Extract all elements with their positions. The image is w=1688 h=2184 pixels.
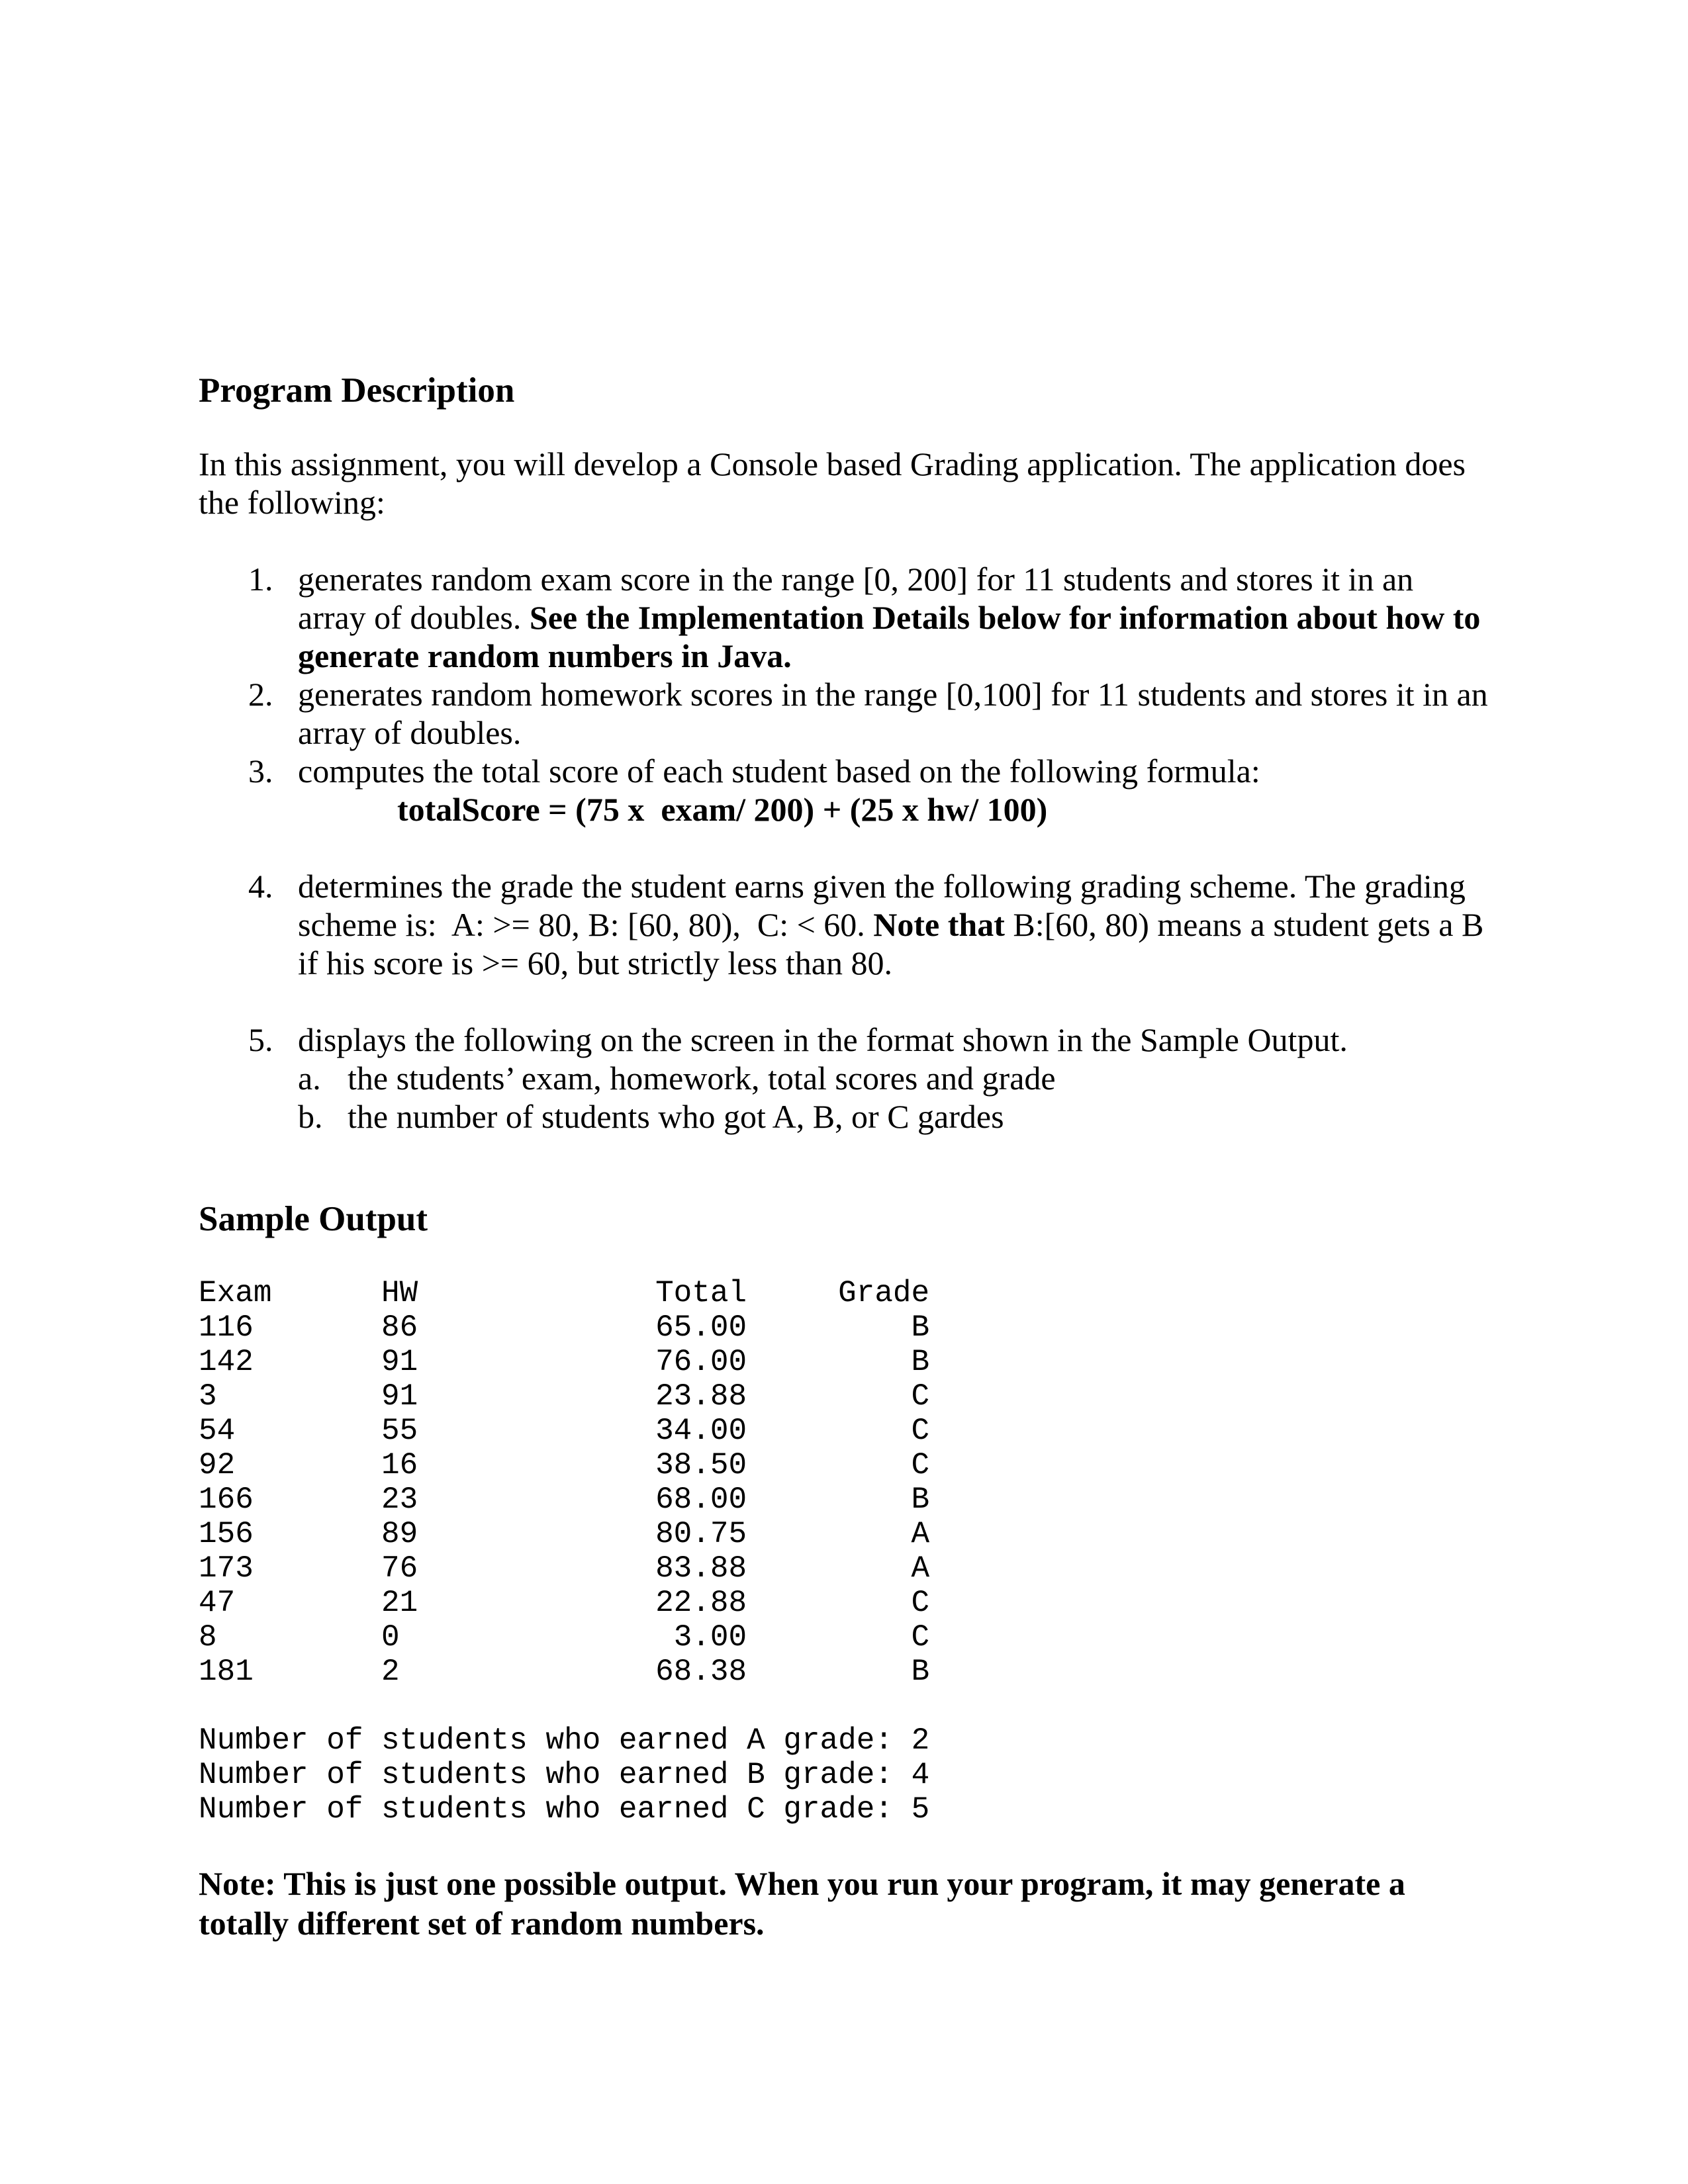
cell-grade: C: [911, 1379, 930, 1414]
cell-hw: 16: [381, 1448, 418, 1482]
cell-exam: 181: [199, 1655, 254, 1689]
sub-item-a: [298, 1059, 1489, 1097]
cell-hw: 2: [381, 1655, 400, 1689]
cell-exam: 116: [199, 1310, 254, 1345]
list-item-5-text: [298, 1021, 1489, 1136]
count-c-line: [199, 1792, 1489, 1827]
table-row: [199, 1379, 1489, 1414]
list-item-5-number: 5.: [248, 1021, 273, 1058]
list-item-1-bold-run: See the Implementation Details below for information about how to generate random numbers in Java.: [298, 599, 1489, 674]
table-row: [199, 1655, 1489, 1689]
cell-hw: 23: [381, 1482, 418, 1517]
cell-hw: 76: [381, 1551, 418, 1586]
sub-item-b-number: b.: [298, 1098, 323, 1135]
list-item-4-number: 4.: [248, 868, 273, 905]
cell-exam: 54: [199, 1414, 236, 1448]
cell-total: 22.88: [655, 1586, 747, 1620]
table-row: [199, 1586, 1489, 1620]
count-b-line: [199, 1758, 1489, 1792]
table-row: [199, 1551, 1489, 1586]
list-item-3-number: 3.: [248, 752, 273, 790]
intro-paragraph: In this assignment, you will develop a Console based Grading application. The application does the following:: [199, 445, 1474, 521]
sub-item-b-text: the number of students who got A, B, or C gardes: [348, 1098, 1004, 1135]
cell-exam: 8: [199, 1620, 217, 1655]
cell-total: 80.75: [655, 1517, 747, 1551]
list-item-4-normal-run-1: determines the grade the student earns given the following grading scheme. The grading scheme is: A: >= 80, B: [60, 80), C: < 60.: [298, 868, 1474, 943]
console-sample-output: [199, 1276, 1489, 1827]
cell-total: 68.38: [655, 1655, 747, 1689]
list-item-4-bold-run: Note that: [873, 906, 1005, 943]
cell-hw: 91: [381, 1345, 418, 1379]
table-row: [199, 1345, 1489, 1379]
list-item-4-text: [298, 867, 1492, 982]
header-exam: Exam: [199, 1276, 272, 1310]
table-header-row: [199, 1276, 1489, 1310]
count-a-line: [199, 1723, 1489, 1758]
list-item-1-text: [298, 560, 1489, 675]
cell-hw: 0: [381, 1620, 400, 1655]
cell-grade: B: [911, 1310, 930, 1345]
list-item-5-normal-run: displays the following on the screen in the format shown in the Sample Output.: [298, 1021, 1348, 1058]
cell-hw: 55: [381, 1414, 418, 1448]
cell-grade: C: [911, 1414, 930, 1448]
cell-grade: B: [911, 1655, 930, 1689]
list-item-3-normal-run: computes the total score of each student based on the following formula:: [298, 752, 1260, 790]
table-row: [199, 1620, 1489, 1655]
cell-total: 23.88: [655, 1379, 747, 1414]
table-row: [199, 1482, 1489, 1517]
list-item-3-text: [298, 752, 1489, 829]
header-hw: HW: [381, 1276, 418, 1310]
count-b-value: 4: [911, 1758, 930, 1792]
total-score-formula: totalScore = (75 x exam/ 200) + (25 x hw/ 100): [397, 791, 1048, 828]
table-row: [199, 1414, 1489, 1448]
list-item-2-text: generates random homework scores in the range [0,100] for 11 students and stores it in an array of doubles.: [298, 676, 1497, 751]
cell-grade: B: [911, 1482, 930, 1517]
note-paragraph: Note: This is just one possible output. When you run your program, it may generate a totally different set of random numbers.: [199, 1865, 1414, 1942]
cell-hw: 89: [381, 1517, 418, 1551]
cell-total: 83.88: [655, 1551, 747, 1586]
grade-counts: [199, 1723, 1489, 1827]
list-item-3: [199, 752, 1489, 829]
list-item-4-normal-run-2: B:[60, 80) means a student gets a B if his score is >= 60, but strictly less than 80.: [298, 906, 1492, 981]
list-item-5: [199, 1021, 1489, 1136]
program-description-heading: Program Description: [199, 371, 515, 410]
cell-total: 65.00: [655, 1310, 747, 1345]
sub-item-b: [298, 1097, 1489, 1136]
count-c-value: 5: [911, 1792, 930, 1827]
table-row: [199, 1517, 1489, 1551]
list-item-2: [199, 675, 1497, 752]
table-row: [199, 1310, 1489, 1345]
cell-total: 34.00: [655, 1414, 747, 1448]
count-a-value: 2: [911, 1723, 930, 1758]
cell-hw: 86: [381, 1310, 418, 1345]
cell-exam: 3: [199, 1379, 217, 1414]
cell-hw: 21: [381, 1586, 418, 1620]
cell-grade: A: [911, 1551, 930, 1586]
list-item-1: [199, 560, 1489, 675]
cell-grade: A: [911, 1517, 930, 1551]
numbered-list: [199, 560, 1497, 1136]
cell-grade: B: [911, 1345, 930, 1379]
list-item-2-number: 2.: [248, 676, 273, 713]
sub-item-a-number: a.: [298, 1060, 321, 1097]
cell-exam: 173: [199, 1551, 254, 1586]
count-b-label: Number of students who earned B grade:: [199, 1758, 912, 1792]
cell-exam: 156: [199, 1517, 254, 1551]
header-total: Total: [655, 1276, 747, 1310]
count-c-label: Number of students who earned C grade:: [199, 1792, 912, 1827]
count-a-label: Number of students who earned A grade:: [199, 1723, 912, 1758]
cell-exam: 47: [199, 1586, 236, 1620]
cell-grade: C: [911, 1586, 930, 1620]
cell-grade: C: [911, 1448, 930, 1482]
cell-total: 38.50: [655, 1448, 747, 1482]
cell-total: 76.00: [655, 1345, 747, 1379]
list-item-4: [199, 867, 1492, 982]
cell-grade: C: [911, 1620, 930, 1655]
cell-exam: 142: [199, 1345, 254, 1379]
cell-hw: 91: [381, 1379, 418, 1414]
list-item-1-number: 1.: [248, 561, 273, 598]
cell-exam: 92: [199, 1448, 236, 1482]
cell-total: 68.00: [655, 1482, 747, 1517]
sub-item-a-text: the students’ exam, homework, total scores and grade: [348, 1060, 1056, 1097]
cell-exam: 166: [199, 1482, 254, 1517]
header-grade: Grade: [838, 1276, 930, 1310]
sample-output-heading: Sample Output: [199, 1200, 428, 1238]
table-row: [199, 1448, 1489, 1482]
list-item-1-normal-run: generates random exam score in the range [0, 200] for 11 students and stores it in an array of doubles.: [298, 561, 1422, 636]
cell-total: 3.00: [673, 1620, 747, 1655]
